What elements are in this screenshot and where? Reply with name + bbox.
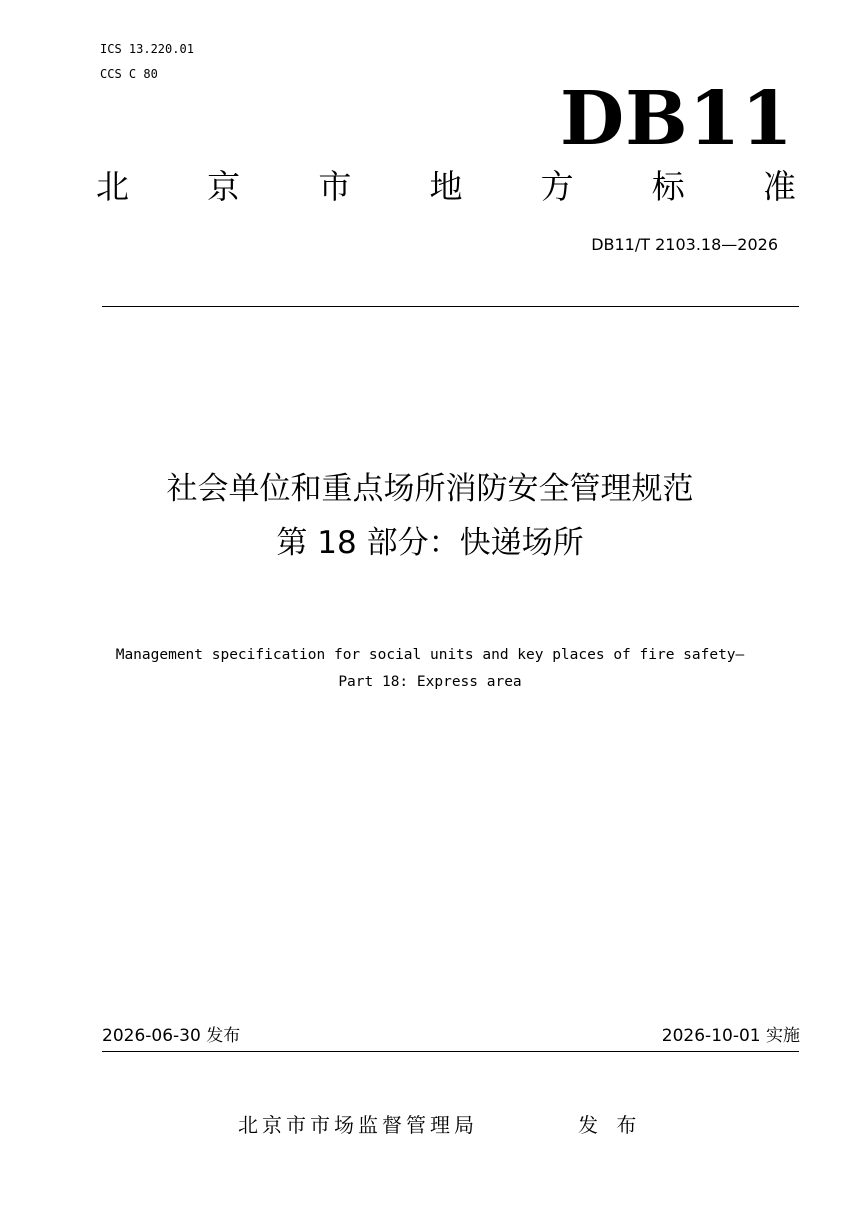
- standard-logo: DB11: [560, 76, 794, 162]
- issue-date: 2026-06-30 发布: [102, 1026, 241, 1046]
- standard-type-char: 方: [540, 167, 574, 206]
- title-english: Management specification for social units and key places of fire safety—: [115, 647, 745, 663]
- standard-type: [96, 164, 796, 210]
- implementation-date: 2026-10-01 实施: [661, 1026, 800, 1046]
- part-title-chinese: 第 18 部分：快递场所: [276, 525, 584, 561]
- standard-type-char: 市: [318, 167, 352, 206]
- part-title-english: Part 18: Express area: [338, 674, 522, 690]
- ics-code: ICS 13.220.01: [100, 42, 194, 56]
- ccs-code: CCS C 80: [100, 67, 158, 81]
- standard-type-char: 京: [207, 167, 241, 206]
- footer-divider: [102, 1051, 799, 1052]
- header-divider: [102, 306, 799, 307]
- standard-type-char: 准: [762, 167, 796, 206]
- issuing-authority: 北京市市场监督管理局: [238, 1113, 478, 1137]
- standard-type-char: 地: [429, 167, 463, 206]
- title-chinese: 社会单位和重点场所消防安全管理规范: [166, 471, 694, 507]
- standard-number: DB11/T 2103.18—2026: [591, 235, 778, 254]
- standard-type-char: 北: [96, 167, 129, 206]
- issue-action: 发 布: [578, 1113, 643, 1137]
- standard-type-char: 标: [651, 167, 685, 206]
